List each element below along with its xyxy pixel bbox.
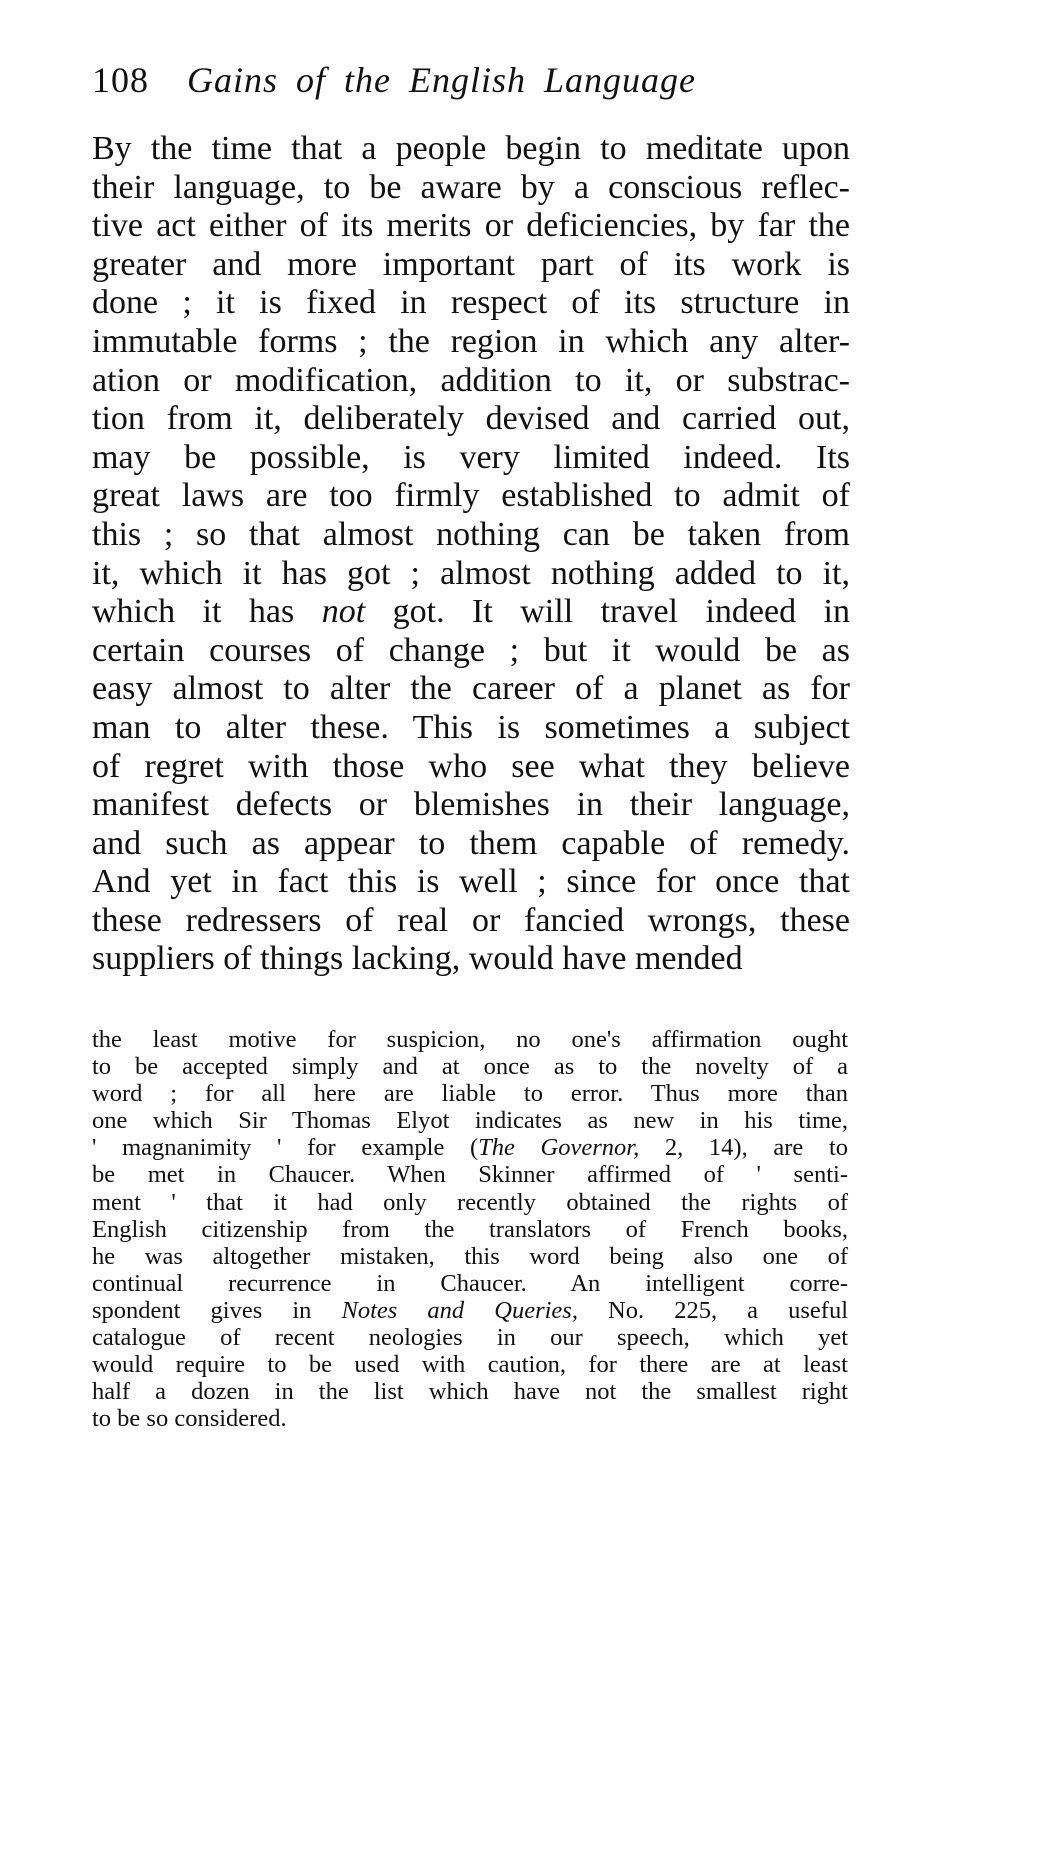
body-line: it, which it has got ; almost nothing added to it, <box>92 554 850 592</box>
footnote-line <box>92 1297 848 1324</box>
body-line: By the time that a people begin to meditate upon <box>92 130 850 167</box>
body-line: this ; so that almost nothing can be taken from <box>92 515 850 553</box>
footnote-line: the least motive for suspicion, no one's affirmation ought <box>92 1026 848 1053</box>
footnote-line: half a dozen in the list which have not the smallest right <box>92 1378 848 1406</box>
footnote-line-text: spondent gives in <box>92 1296 342 1324</box>
body-line: ation or modification, addition to it, or substrac- <box>92 361 850 399</box>
page-number: 108 <box>92 60 149 100</box>
body-line: may be possible, is very limited indeed. Its <box>92 438 850 476</box>
body-paragraph <box>92 130 850 979</box>
body-line: these redressers of real or fancied wrongs, these <box>92 901 850 939</box>
footnote <box>92 1026 848 1432</box>
footnote-line: word ; for all here are liable to error. Thus more than <box>92 1080 848 1108</box>
body-line: And yet in fact this is well ; since for once that <box>92 863 850 901</box>
body-line: immutable forms ; the region in which any alter- <box>92 322 850 360</box>
body-line: suppliers of things lacking, would have mended <box>92 940 743 978</box>
body-line: manifest defects or blemishes in their language, <box>92 786 850 824</box>
body-line: easy almost to alter the career of a planet as for <box>92 670 850 708</box>
footnote-line <box>92 1134 848 1161</box>
body-line: and such as appear to them capable of remedy. <box>92 824 850 862</box>
body-line: great laws are too firmly established to admit of <box>92 477 850 515</box>
body-line-text: got. It will travel indeed in <box>365 593 851 631</box>
footnote-line: catalogue of recent neologies in our speech, which yet <box>92 1324 848 1352</box>
running-title: Gains of the English Language <box>187 60 696 100</box>
body-line: tion from it, deliberately devised and carried out, <box>92 400 850 438</box>
footnote-line: would require to be used with caution, for there are at least <box>92 1351 848 1379</box>
body-line: done ; it is fixed in respect of its structure in <box>92 284 850 322</box>
running-head <box>92 58 962 102</box>
footnote-line-text: 2, 14), are to <box>639 1134 849 1162</box>
footnote-line: to be accepted simply and at once as to the novelty of a <box>92 1053 848 1081</box>
body-line: man to alter these. This is sometimes a subject <box>92 708 850 746</box>
footnote-line: be met in Chaucer. When Skinner affirmed of ' senti- <box>92 1161 848 1189</box>
footnote-line: continual recurrence in Chaucer. An intelligent corre- <box>92 1269 848 1297</box>
body-line-text: which it has <box>92 593 322 631</box>
body-line: tive act either of its merits or deficiencies, by far the <box>92 207 850 245</box>
footnote-line: to be so considered. <box>92 1405 287 1433</box>
emphasis-not: not <box>321 593 366 631</box>
body-line: certain courses of change ; but it would be as <box>92 631 850 669</box>
body-line: greater and more important part of its work is <box>92 245 850 283</box>
body-line <box>92 593 850 632</box>
citation-notes-and-queries: Notes and Queries, <box>341 1296 578 1324</box>
footnote-line-text: No. 225, a useful <box>577 1296 848 1324</box>
footnote-line-text: ' magnanimity ' for example ( <box>92 1134 479 1162</box>
footnote-line: he was altogether mistaken, this word being also one of <box>92 1242 848 1270</box>
footnote-line: ment ' that it had only recently obtained the rights of <box>92 1188 848 1216</box>
citation-the-governor: The Governor, <box>478 1134 640 1162</box>
footnote-line: one which Sir Thomas Elyot indicates as new in his time, <box>92 1107 848 1135</box>
footnote-line: English citizenship from the translators of French books, <box>92 1215 848 1243</box>
body-line: their language, to be aware by a conscious reflec- <box>92 168 850 206</box>
body-line: of regret with those who see what they believe <box>92 747 850 785</box>
